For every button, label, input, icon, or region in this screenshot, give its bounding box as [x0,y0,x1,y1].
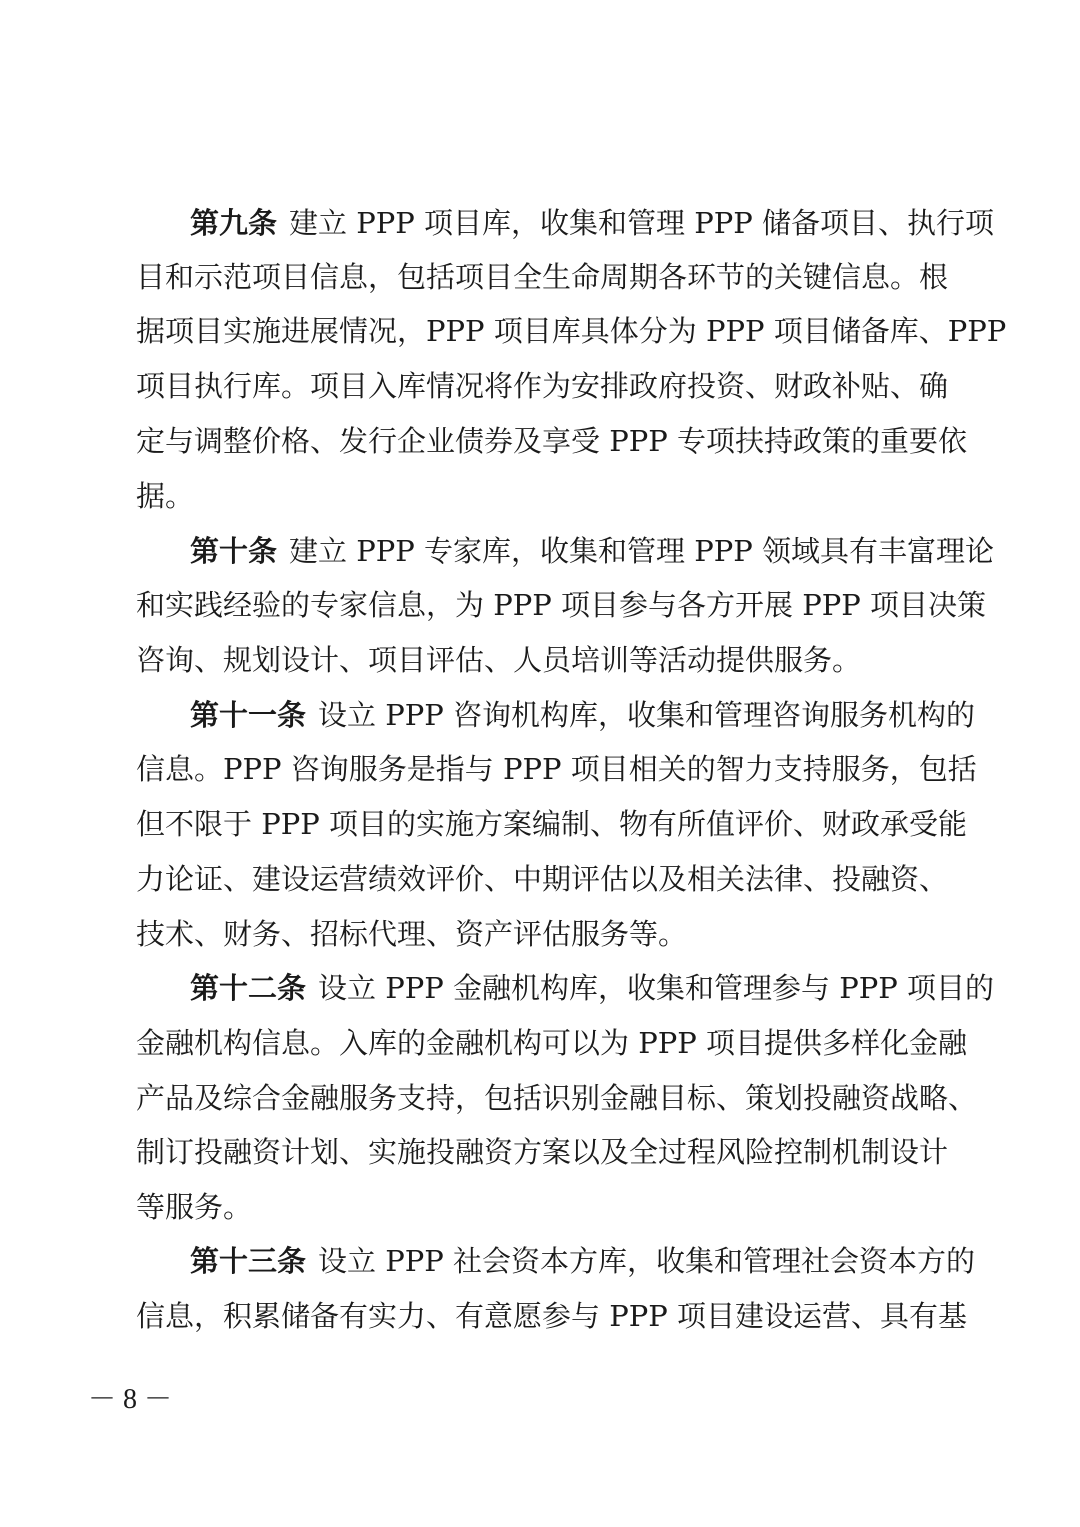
article-11-line-5: 技术、财务、招标代理、资产评估服务等。 [136,917,688,951]
article-9-line-2: 目和示范项目信息，包括项目全生命周期各环节的关键信息。根 [136,260,949,294]
article-13-line-1: 第十三条 设立 PPP 社会资本方库，收集和管理社会资本方的 [190,1244,975,1278]
article-12-heading: 第十二条 [190,971,307,1005]
article-12-line-3: 产品及综合金融服务支持，包括识别金融目标、策划投融资战略、 [136,1081,978,1115]
article-10-line-1: 第十条 建立 PPP 专家库，收集和管理 PPP 领域具有丰富理论 [190,534,994,568]
article-9-line-1: 第九条 建立 PPP 项目库，收集和管理 PPP 储备项目、执行项 [190,206,994,240]
article-9-line-5: 定与调整价格、发行企业债券及享受 PPP 专项扶持政策的重要依 [136,424,967,458]
article-12-line-1: 第十二条 设立 PPP 金融机构库，收集和管理参与 PPP 项目的 [190,971,994,1005]
article-10-heading: 第十条 [190,534,278,568]
article-9-line-6: 据。 [136,479,195,513]
article-13-line-2: 信息，积累储备有实力、有意愿参与 PPP 项目建设运营、具有基 [136,1299,967,1333]
article-13-heading: 第十三条 [190,1244,307,1278]
article-9-line-3: 据项目实施进展情况，PPP 项目库具体分为 PPP 项目储备库、PPP [136,314,1007,348]
article-11-line-2: 信息。PPP 咨询服务是指与 PPP 项目相关的智力支持服务，包括 [136,752,977,786]
article-10-line-2: 和实践经验的专家信息，为 PPP 项目参与各方开展 PPP 项目决策 [136,588,986,622]
article-11-line-4: 力论证、建设运营绩效评价、中期评估以及相关法律、投融资、 [136,862,949,896]
article-12-line-2: 金融机构信息。入库的金融机构可以为 PPP 项目提供多样化金融 [136,1026,967,1060]
page-number: － 8 － [87,1384,172,1415]
article-12-line-4: 制订投融资计划、实施投融资方案以及全过程风险控制机制设计 [136,1135,949,1169]
article-10-line-3: 咨询、规划设计、项目评估、人员培训等活动提供服务。 [136,643,862,677]
article-9-heading: 第九条 [190,206,278,240]
article-11-heading: 第十一条 [190,698,307,732]
article-12-line-5: 等服务。 [136,1190,253,1224]
article-11-line-1: 第十一条 设立 PPP 咨询机构库，收集和管理咨询服务机构的 [190,698,975,732]
article-9-line-4: 项目执行库。项目入库情况将作为安排政府投资、财政补贴、确 [136,369,949,403]
article-11-line-3: 但不限于 PPP 项目的实施方案编制、物有所值评价、财政承受能 [136,807,967,841]
